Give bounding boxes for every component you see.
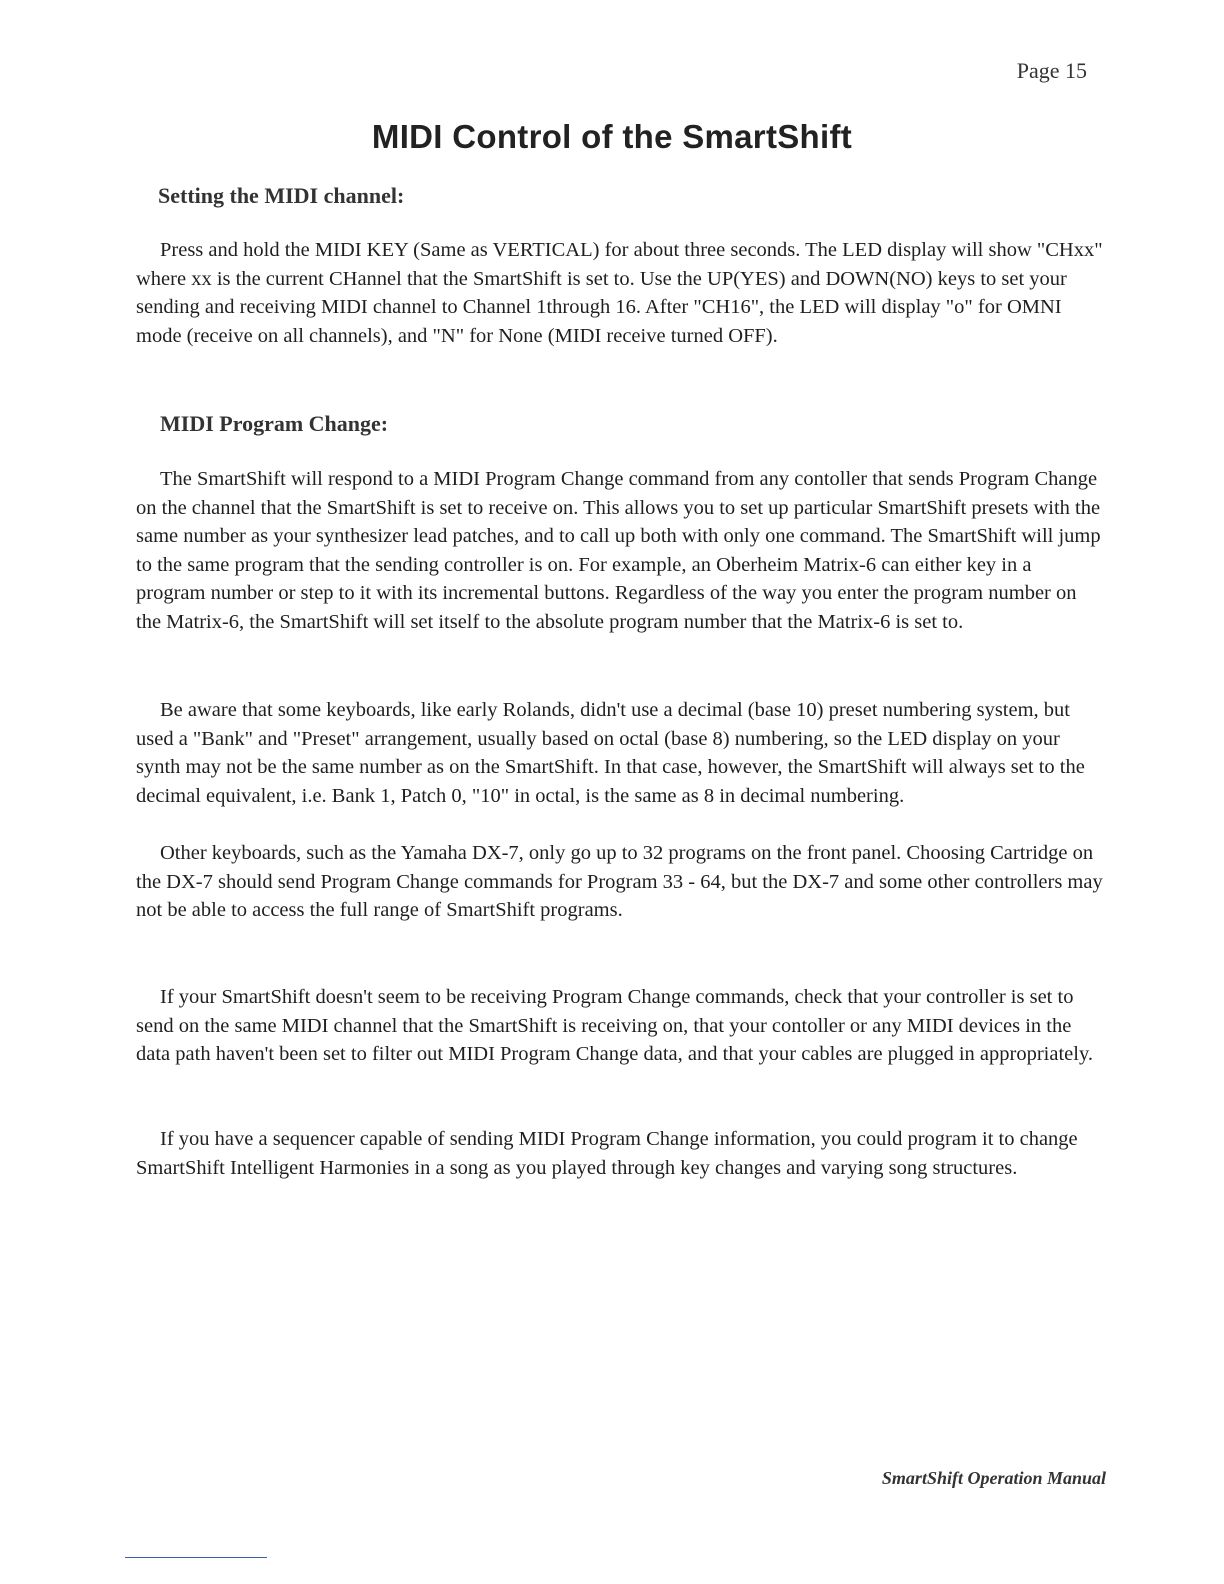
- bottom-rule: [125, 1557, 267, 1558]
- paragraph-sequencer: If you have a sequencer capable of sending MIDI Program Change information, you could program it to change SmartShift Intelligent Harmonies in a song as you played through key changes and varying song structures.: [136, 1128, 1078, 1179]
- paragraph-troubleshooting: If your SmartShift doesn't seem to be receiving Program Change commands, check that your controller is set to send on the same MIDI channel that the SmartShift is receiving on, that your contoller or any MIDI devices in the data path haven't been set to filter out MIDI Program Change data, and that your cables are plugged in appropriately.: [136, 986, 1094, 1066]
- footer-manual-title: SmartShift Operation Manual: [881, 1468, 1106, 1488]
- paragraph-program-change-intro: The SmartShift will respond to a MIDI Program Change command from any contoller that sends Program Change on the channel that the SmartShift is set to receive on. This allows you to set up particular SmartShift presets with the same number as your synthesizer lead patches, and to call up both with only one command. The SmartShift will jump to the same program that the sending controller is on. For example, an Oberheim Matrix-6 can either key in a program number or step to it with its incremental buttons. Regardless of the way you enter the program number on the Matrix-6, the SmartShift will set itself to the absolute program number that the Matrix-6 is set to.: [136, 468, 1101, 633]
- section-heading-program-change: MIDI Program Change:: [160, 411, 389, 436]
- page-title: MIDI Control of the SmartShift: [371, 118, 853, 155]
- paragraph-octal-numbering: Be aware that some keyboards, like early Rolands, didn't use a decimal (base 10) preset numbering system, but used a "Bank" and "Preset" arrangement, usually based on octal (base 8) numbering, so the LED display on your synth may not be the same number as on the SmartShift. In that case, however, the SmartShift will always set to the decimal equivalent, i.e. Bank 1, Patch 0, "10" in octal, is the same as 8 in decimal numbering.: [136, 699, 1085, 807]
- page-number: Page 15: [1016, 58, 1087, 83]
- section-heading-midi-channel: Setting the MIDI channel:: [158, 183, 405, 208]
- paragraph-dx7: Other keyboards, such as the Yamaha DX-7, only go up to 32 programs on the front panel. Choosing Cartridge on the DX-7 should send Program Change commands for Program 33 - 64, but the DX-7 and some other controllers may not be able to access the full range of SmartShift programs.: [136, 842, 1103, 922]
- paragraph-midi-channel: Press and hold the MIDI KEY (Same as VERTICAL) for about three seconds. The LED display will show "CHxx" where xx is the current CHannel that the SmartShift is set to. Use the UP(YES) and DOWN(NO) keys to set your sending and receiving MIDI channel to Channel 1through 16. After "CH16", the LED will display "o" for OMNI mode (receive on all channels), and "N" for None (MIDI receive turned OFF).: [136, 239, 1103, 347]
